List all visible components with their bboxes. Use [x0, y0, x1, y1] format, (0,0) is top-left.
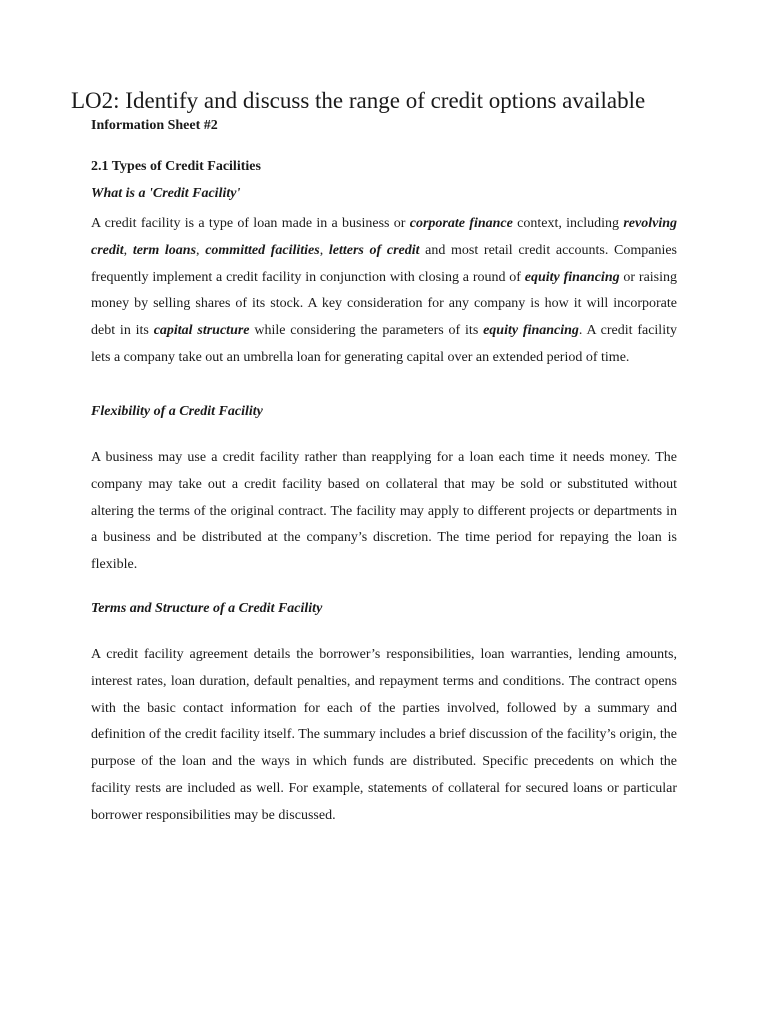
definition-heading: What is a 'Credit Facility': [91, 186, 241, 201]
text-run: while considering the parameters of its: [249, 323, 484, 339]
term-term-loans: term loans: [132, 242, 197, 258]
text-run: . A credit facility lets a company take out an umbrella loan for generating capital over an extended period of time.: [91, 323, 677, 365]
term-equity-financing: equity financing: [524, 269, 620, 285]
term-letters-of-credit: letters of credit: [328, 242, 420, 258]
text-run: ,: [123, 242, 133, 258]
flexibility-paragraph: A business may use a credit facility rather than reapplying for a loan each time it needs money. The company may take out a credit facility based on collateral that may be sold or substituted without altering the terms of the original contract. The facility may apply to different projects or departments in a business and be distributed at the company’s discretion. The time period for repaying the loan is flexible.: [91, 450, 677, 573]
text-run: context, including: [512, 216, 624, 231]
flexibility-heading: Flexibility of a Credit Facility: [91, 404, 263, 419]
term-equity-financing: equity financing: [483, 323, 579, 339]
terms-paragraph: A credit facility agreement details the borrower’s responsibilities, loan warranties, lending amounts, interest rates, loan duration, default penalties, and repayment terms and conditions. The contract opens with the basic contact information for each of the parties involved, followed by a summary and definition of the credit facility itself. The summary includes a brief discussion of the facility’s origin, the purpose of the loan and the ways in which funds are distributed. Specific precedents on which the facility rests are included as well. For example, statements of collateral for secured loans or particular borrower responsibilities may be discussed.: [91, 647, 677, 823]
section-heading: 2.1 Types of Credit Facilities: [91, 159, 261, 174]
term-corporate-finance: corporate finance: [409, 216, 513, 231]
term-committed-facilities: committed facilities: [205, 242, 320, 258]
text-run: ,: [196, 242, 206, 258]
text-run: ,: [319, 242, 329, 258]
text-run: and most retail credit accounts. Companies frequently implement a credit facility in conjunction with closing a round of: [91, 242, 677, 285]
term-capital-structure: capital structure: [153, 323, 250, 339]
text-run: A credit facility is a type of loan made in a business or: [91, 216, 410, 231]
sheet-label: Information Sheet #2: [91, 118, 218, 133]
terms-heading: Terms and Structure of a Credit Facility: [91, 601, 323, 616]
text-run: or raising money by selling shares of its stock. A key consideration for any company is how it will incorporate debt in its: [91, 269, 678, 339]
term-revolving-credit: revolving credit: [91, 216, 678, 258]
page-title: LO2: Identify and discuss the range of credit options available: [71, 88, 646, 113]
definition-paragraph: [91, 211, 677, 372]
